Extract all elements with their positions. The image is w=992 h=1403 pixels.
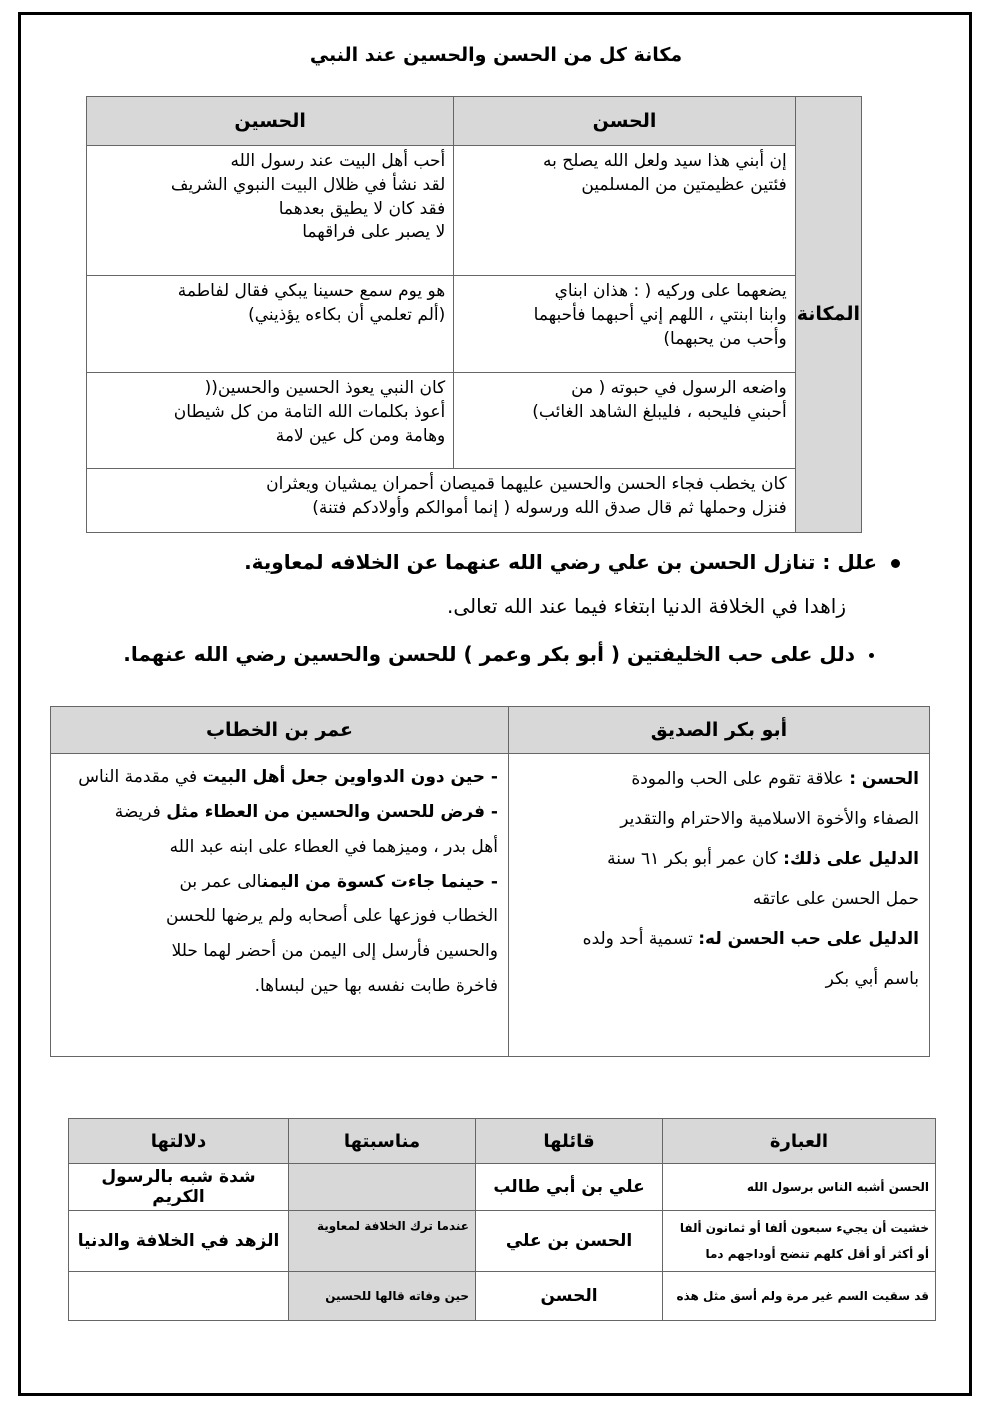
text: باسم أبي بكر (825, 968, 919, 989)
header-phrase: العبارة (663, 1119, 936, 1164)
cell-line: لقد نشأ في ظلال البيت النبوي الشريف (170, 174, 446, 195)
cell-line: فقد كان لا يطيق بعدهما (278, 198, 446, 219)
text: والحسين فأرسل إلى اليمن من أحضر لهما حللا (171, 941, 498, 962)
cell-line: أعوذ بكلمات الله التامة من كل شيطان (173, 401, 446, 422)
cell-occasion: عندما ترك الخلافة لمعاوية (289, 1211, 476, 1272)
text: حمل الحسن على عاتقه (752, 888, 919, 909)
table-row (87, 469, 862, 533)
cell-line: لا يصبر على فراقهما (302, 222, 446, 243)
question-text: دلل على حب الخليفتين ( أبو بكر وعمر ) للحسن والحسين رضي الله عنهما. (123, 642, 855, 666)
cell-line: فئتين عظيمتين من المسلمين (581, 174, 787, 195)
bullet-question-2 (123, 642, 874, 666)
cell-husain (87, 373, 454, 469)
cell-hasan (454, 373, 795, 469)
cell-speaker: الحسن (476, 1272, 663, 1321)
cell-line: أحبني فليحبه ، فليبلغ الشاهد الغائب) (532, 401, 787, 422)
bold-text: - حينما جاءت كسوة من اليمن (261, 871, 498, 892)
bold-text: الدليل على ذلك: (783, 848, 919, 869)
cell-hasan (454, 146, 795, 276)
cell-speaker: الحسن بن علي (476, 1211, 663, 1272)
cell-line: قد سقيت السم غير مرة ولم أسق مثل هذه (676, 1288, 929, 1303)
cell-line: أو أكثر أو أقل كلهم تنضح أوداجهم دما (705, 1247, 929, 1261)
cell-line: إن أبني هذا سيد ولعل الله يصلح به (543, 151, 787, 171)
bold-text: الحسن : (849, 769, 919, 789)
cell-line: خشيت أن يجيء سبعون ألفا أو ثمانون ألفا (679, 1220, 929, 1235)
cell-meaning: الزهد في الخلافة والدنيا (69, 1211, 289, 1272)
question-text: تنازل الحسن بن علي رضي الله عنهما عن الخلافه لمعاوية. (244, 550, 823, 574)
text: علاقة تقوم على الحب والمودة (631, 769, 850, 789)
table-row (87, 373, 862, 469)
text: فريضة (114, 801, 167, 822)
cell-line: وأحب من يحبهما) (663, 328, 787, 349)
bold-text: - فرض للحسن والحسين من العطاء مثل (166, 801, 498, 822)
cell-husain (87, 146, 454, 276)
header-omar: عمر بن الخطاب (51, 707, 509, 754)
question-prefix: علل : (822, 550, 877, 574)
cell-occasion: حين وفاته قالها للحسين (289, 1272, 476, 1321)
cell-line: وابنا ابنتي ، اللهم إني أحبهما فأحبهما (533, 304, 787, 325)
cell-omar (51, 754, 509, 1057)
text: أهل بدر ، وميزهما في العطاء على ابنه عبد الله (169, 836, 498, 857)
table-row (69, 1272, 936, 1321)
cell-line: (ألم تعلمي أن بكاءه يؤذيني) (248, 304, 446, 325)
cell-meaning (69, 1272, 289, 1321)
cell-husain (87, 276, 454, 373)
text: الصفاء والأخوة الاسلامية والاحترام والتقدير (620, 808, 919, 829)
text: فاخرة طابت نفسه بها حين لبساها. (254, 976, 498, 997)
bullet-icon (891, 559, 900, 568)
cell-line: فنزل وحملها ثم قال صدق الله ورسوله ( إنما أموالكم وأولادكم فتنة) (312, 497, 787, 518)
cell-phrase (663, 1164, 936, 1211)
bold-text: - حين دون الدواوين جعل أهل البيت (202, 767, 498, 787)
header-speaker: قائلها (476, 1119, 663, 1164)
answer-text: زاهدا في الخلافة الدنيا ابتغاء فيما عند الله تعالى. (447, 594, 846, 618)
table-row (69, 1164, 936, 1211)
cell-line: أحب أهل البيت عند رسول الله (230, 151, 446, 171)
status-table (86, 96, 862, 533)
header-husain: الحسين (87, 97, 454, 146)
header-meaning: دلالتها (69, 1119, 289, 1164)
text: تسمية أحد ولده (582, 928, 699, 949)
bullet-icon (869, 653, 874, 658)
cell-speaker: علي بن أبي طالب (476, 1164, 663, 1211)
cell-line: كان يخطب فجاء الحسن والحسين عليهما قميصان أحمران يمشيان ويعثران (266, 474, 787, 494)
text: الى عمر بن (179, 871, 262, 892)
cell-line: كان النبي يعوذ الحسين والحسين(( (204, 378, 446, 398)
page-title: مكانة كل من الحسن والحسين عند النبي (309, 44, 683, 66)
cell-hasan (454, 276, 795, 373)
cell-full (87, 469, 796, 533)
table-row (69, 1211, 936, 1272)
cell-line: وهامة ومن كل عين لامة (275, 425, 446, 446)
cell-line: الحسن أشبه الناس برسول الله (746, 1179, 929, 1194)
caliphs-table (50, 706, 930, 1057)
cell-occasion (289, 1164, 476, 1211)
cell-phrase (663, 1272, 936, 1321)
cell-phrase (663, 1211, 936, 1272)
cell-line: يضعهما على وركيه ( : هذان ابناي (554, 281, 787, 301)
cell-meaning: شدة شبه بالرسول الكريم (69, 1164, 289, 1211)
cell-abubakr (509, 754, 930, 1057)
cell-line: واضعه الرسول في حبوته ( من (571, 378, 787, 398)
header-hasan: الحسن (454, 97, 795, 146)
text: في مقدمة الناس (78, 767, 203, 787)
header-abubakr: أبو بكر الصديق (509, 707, 930, 754)
side-label: المكانة (795, 97, 861, 533)
text: كان عمر أبو بكر ٦١ سنة (607, 848, 784, 869)
bullet-question-1 (244, 550, 900, 574)
header-occasion: مناسبتها (289, 1119, 476, 1164)
text: الخطاب فوزعها على أصحابه ولم يرضها للحسن (166, 906, 498, 927)
table-row (87, 146, 862, 276)
cell-line: هو يوم سمع حسينا يبكي فقال لفاطمة (177, 281, 446, 301)
bold-text: الدليل على حب الحسن له: (698, 928, 919, 949)
table-row (87, 276, 862, 373)
quotes-table (68, 1118, 936, 1321)
